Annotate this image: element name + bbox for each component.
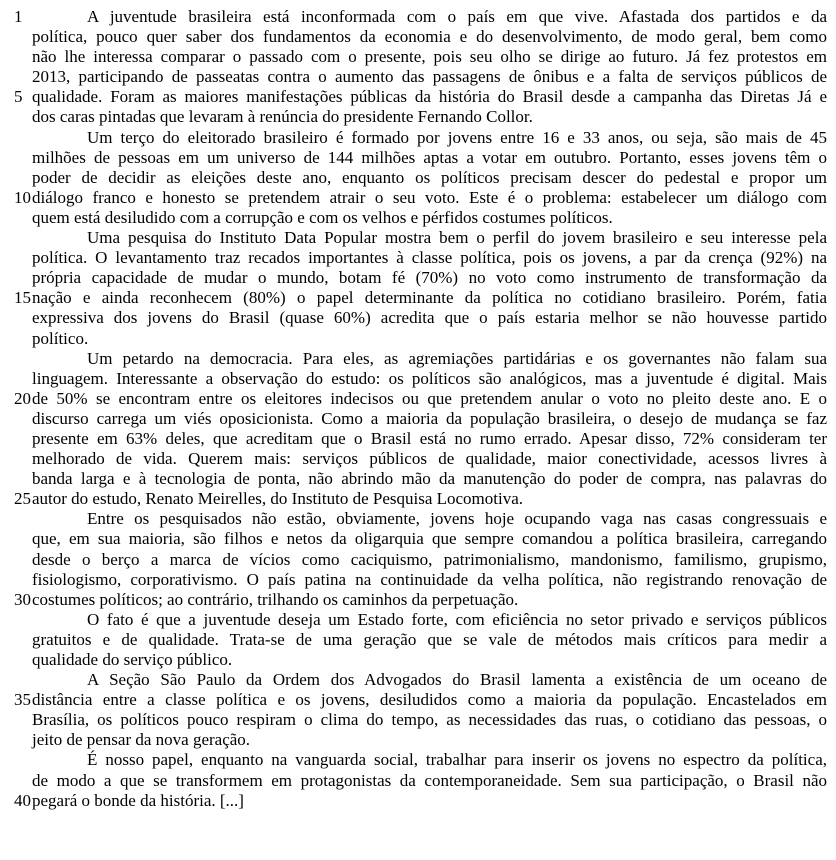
line-text: autor do estudo, Renato Meirelles, do Instituto de Pesquisa Locomotiva. xyxy=(32,489,524,509)
line-number: 25 xyxy=(14,489,31,509)
line-text: não lhe interessa comparar o passado com o presente, pois seu olho se dirige ao futuro. Já fez protestos em xyxy=(32,47,827,67)
text-line xyxy=(0,7,836,27)
line-text: expressiva dos jovens do Brasil (quase 60%) acredita que o país estaria melhor se não houvesse partido xyxy=(32,308,827,328)
text-line xyxy=(0,87,836,107)
text-line xyxy=(0,771,836,791)
line-text: O fato é que a juventude deseja um Estado forte, com eficiência no setor privado e serviços públicos xyxy=(87,609,827,629)
line-text: qualidade do serviço público. xyxy=(32,650,233,669)
line-text: gratuitos e de qualidade. Trata-se de uma geração que se vale de métodos mais críticos para medir a xyxy=(32,629,827,649)
line-text: política. O levantamento traz recados importantes à classe política, pois os jovens, a par da crença (92%) na xyxy=(32,248,827,268)
text-line xyxy=(0,329,836,349)
line-text: discurso carrega um viés oposicionista. Como a maioria da população brasileira, o desejo de mudança se faz xyxy=(32,408,827,428)
text-line xyxy=(0,349,836,369)
text-line xyxy=(0,308,836,328)
line-text: quem está desiludido com a corrupção e com os velhos e pérfidos costumes políticos. xyxy=(32,207,613,227)
text-line xyxy=(0,791,836,811)
text-line xyxy=(0,690,836,710)
text-line xyxy=(0,389,836,409)
line-text: nação e ainda reconhecem (80%) o papel determinante da política no cotidiano brasileiro. Porém, fatia xyxy=(32,288,827,308)
line-text: de modo a que se transformem em protagonistas da contemporaneidade. Sem sua participação, o Brasil não xyxy=(32,770,827,790)
text-line xyxy=(0,730,836,750)
line-text: Entre os pesquisados não estão, obviamente, jovens hoje ocupando vaga nas casas congressuais e xyxy=(87,509,827,529)
line-number: 20 xyxy=(14,388,31,408)
text-line xyxy=(0,750,836,770)
line-number: 40 xyxy=(14,790,31,810)
text-line xyxy=(0,710,836,730)
text-line xyxy=(0,409,836,429)
line-text: dos caras pintadas que levaram à renúncia do presidente Fernando Collor. xyxy=(32,107,533,127)
text-line xyxy=(0,248,836,268)
line-text: própria capacidade de mudar o mundo, botam fé (70%) no voto como instrumento de transformação da xyxy=(32,268,827,288)
line-text: político. xyxy=(32,328,89,348)
line-text: costumes políticos; ao contrário, trilhando os caminhos da perpetuação. xyxy=(32,589,519,609)
text-line xyxy=(0,670,836,690)
text-line xyxy=(0,208,836,228)
line-text: milhões de pessoas em um universo de 144 milhões aptas a votar em outubro. Portanto, esses jovens têm o xyxy=(32,147,827,167)
text-line xyxy=(0,128,836,148)
text-line xyxy=(0,107,836,127)
text-line xyxy=(0,610,836,630)
text-line xyxy=(0,429,836,449)
line-text: linguagem. Interessante a observação do estudo: os políticos são analógicos, mas a juventude é digital. Mais xyxy=(32,368,827,388)
text-line xyxy=(0,168,836,188)
text-line xyxy=(0,550,836,570)
text-line xyxy=(0,509,836,529)
line-text: poder de decidir as eleições deste ano, enquanto os políticos precisam descer do pedestal e propor um xyxy=(32,167,827,187)
line-number: 15 xyxy=(14,288,31,308)
line-text: A Seção São Paulo da Ordem dos Advogados do Brasil lamenta a existência de um oceano de xyxy=(87,670,827,690)
line-text: que, em sua maioria, são filhos e netos da oligarquia que sempre comandou a política brasileira, carregando xyxy=(32,529,827,549)
text-line xyxy=(0,67,836,87)
line-text: qualidade. Foram as maiores manifestações públicas da história do Brasil desde a campanha das Diretas Já e xyxy=(32,87,827,107)
line-text: melhorado de vida. Querem mais: serviços públicos de qualidade, maior conectividade, acessos livres à xyxy=(32,449,827,469)
text-line xyxy=(0,650,836,670)
line-text: fisiologismo, corporativismo. O país patina na continuidade da velha política, não registrando renovação de xyxy=(32,569,827,589)
line-number: 10 xyxy=(14,187,31,207)
line-number: 35 xyxy=(14,690,31,710)
text-line xyxy=(0,529,836,549)
text-line xyxy=(0,288,836,308)
text-line xyxy=(0,148,836,168)
text-line xyxy=(0,369,836,389)
line-text: de 50% se encontram entre os eleitores indecisos ou que pretendem anular o voto no pleito deste ano. E o xyxy=(32,388,827,408)
line-text: distância entre a classe política e os jovens, desiludidos como a maioria da população. Encastelados em xyxy=(32,690,827,710)
line-text: Brasília, os políticos pouco respiram o clima do tempo, as necessidades das ruas, o cotidiano das pessoas, o xyxy=(32,710,827,730)
text-line xyxy=(0,228,836,248)
text-line xyxy=(0,268,836,288)
line-text: presente em 63% deles, que acreditam que o Brasil está no rumo errado. Apesar disso, 72% consideram ter xyxy=(32,428,827,448)
line-text: Uma pesquisa do Instituto Data Popular mostra bem o perfil do jovem brasileiro e seu interesse pela xyxy=(87,228,827,248)
line-text: É nosso papel, enquanto na vanguarda social, trabalhar para inserir os jovens no espectro da política, xyxy=(87,750,827,770)
line-text: jeito de pensar da nova geração. xyxy=(32,730,251,750)
line-text: diálogo franco e honesto se pretendem atrair o seu voto. Este é o problema: estabelecer um diálogo com xyxy=(32,187,827,207)
line-number: 5 xyxy=(14,87,23,107)
line-text: desde o berço a marca de vícios como caciquismo, patrimonialismo, mandonismo, familismo, grupismo, xyxy=(32,549,827,569)
text-line xyxy=(0,27,836,47)
line-text: Um petardo na democracia. Para eles, as agremiações partidárias e os governantes não falam sua xyxy=(87,348,827,368)
line-text: pegará o bonde da história. [...] xyxy=(32,790,244,810)
text-line xyxy=(0,469,836,489)
text-line xyxy=(0,188,836,208)
line-text: banda larga e à tecnologia de ponta, não abrindo mão da manutenção do poder de compra, nas palavras do xyxy=(32,469,827,489)
line-text: política, pouco quer saber dos fundamentos da economia e do desenvolvimento, de modo geral, bem como xyxy=(32,27,827,47)
line-text: 2013, participando de passeatas contra o aumento das passagens de ônibus e a falta de serviços públicos de xyxy=(32,67,827,87)
line-text: Um terço do eleitorado brasileiro é formado por jovens entre 16 e 33 anos, ou seja, são mais de 45 xyxy=(87,127,827,147)
document-body xyxy=(0,7,836,811)
text-line xyxy=(0,590,836,610)
text-line xyxy=(0,489,836,509)
text-line xyxy=(0,570,836,590)
text-line xyxy=(0,449,836,469)
line-text: A juventude brasileira está inconformada com o país em que vive. Afastada dos partidos e da xyxy=(87,7,827,26)
text-line xyxy=(0,47,836,67)
line-number: 30 xyxy=(14,589,31,609)
text-line xyxy=(0,630,836,650)
line-number: 1 xyxy=(14,7,23,26)
